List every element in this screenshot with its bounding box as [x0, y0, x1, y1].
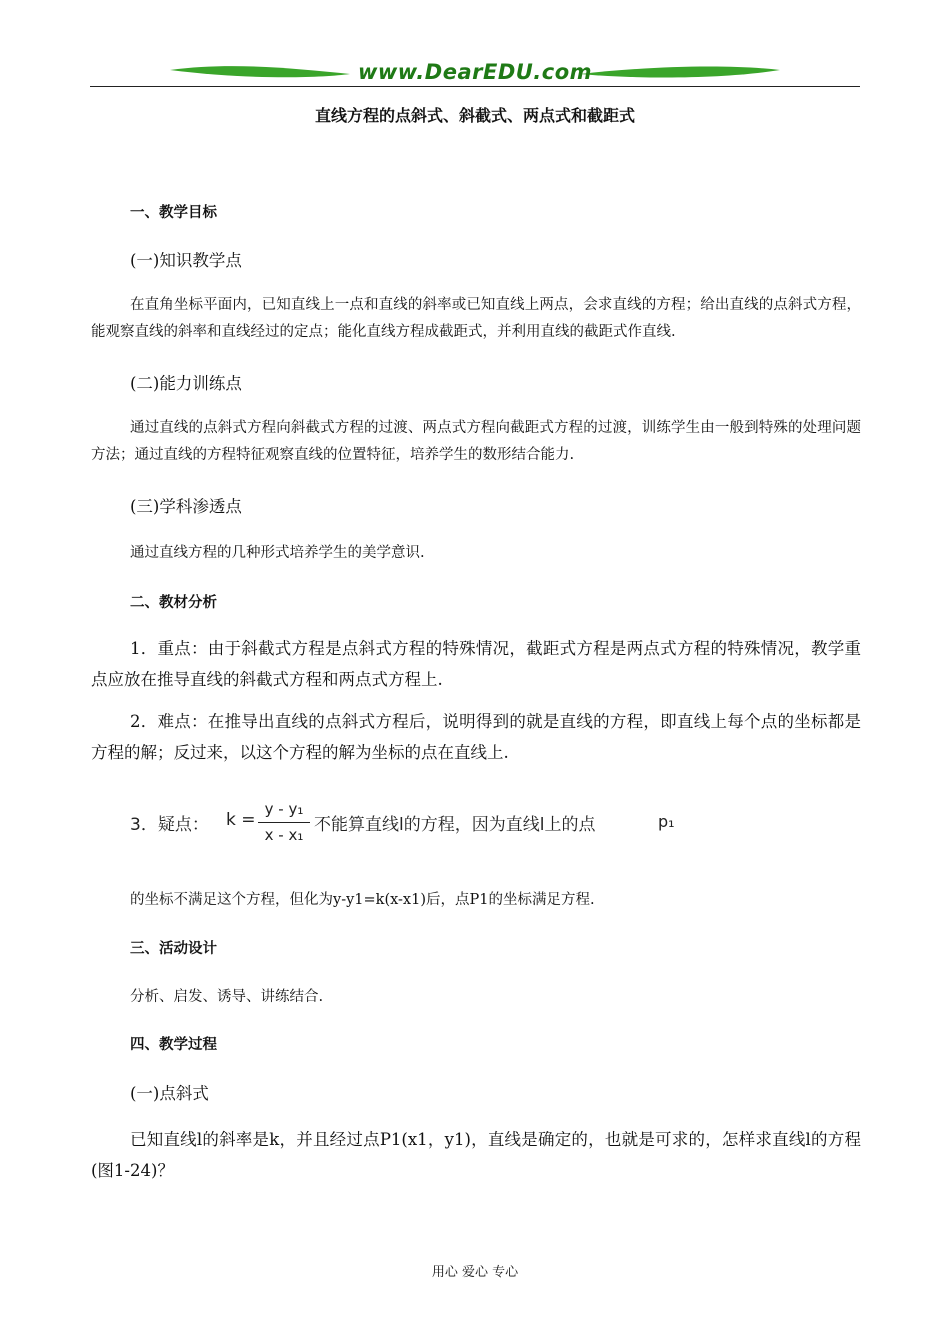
- subheading-penetration: (三)学科渗透点: [130, 497, 242, 516]
- paragraph-activity: 分析、启发、诱导、讲练结合.: [130, 989, 324, 1005]
- document-title: 直线方程的点斜式、斜截式、两点式和截距式: [314, 106, 635, 125]
- subheading-knowledge: (一)知识教学点: [130, 251, 242, 270]
- section-heading-activity: 三、活动设计: [130, 941, 217, 957]
- subheading-point-slope: (一)点斜式: [130, 1084, 209, 1103]
- formula-lead: 3．疑点：: [130, 815, 209, 835]
- header-rule: [90, 86, 860, 87]
- subheading-ability: (二)能力训练点: [130, 374, 242, 393]
- section-heading-objectives: 一、教学目标: [130, 205, 217, 221]
- section-heading-process: 四、教学过程: [130, 1037, 217, 1053]
- paragraph-difficulty: 2．难点：在推导出直线的点斜式方程后，说明得到的就是直线的方程，即直线上每个点的坐标都是方程的解；反过来，以这个方程的解为坐标的点在直线上.: [91, 712, 861, 762]
- fraction-numerator: y - y₁: [264, 800, 304, 818]
- page-footer: 用心 爱心 专心: [431, 1265, 519, 1280]
- paragraph-ability: 通过直线的点斜式方程向斜截式方程的过渡、两点式方程向截距式方程的过渡，训练学生由一般到特殊的处理问题方法；通过直线的方程特征观察直线的位置特征，培养学生的数形结合能力.: [91, 420, 861, 463]
- paragraph-knowledge: 在直角坐标平面内，已知直线上一点和直线的斜率或已知直线上两点，会求直线的方程；给出直线的点斜式方程，能观察直线的斜率和直线经过的定点；能化直线方程成截距式，并利用直线的截距式作直线.: [91, 297, 861, 340]
- paragraph-penetration: 通过直线方程的几种形式培养学生的美学意识.: [130, 545, 425, 561]
- formula-point: p₁: [658, 812, 675, 831]
- slope-fraction: [258, 800, 310, 848]
- section-heading-analysis: 二、教材分析: [130, 595, 217, 611]
- paragraph-key-point: 1．重点：由于斜截式方程是点斜式方程的特殊情况，截距式方程是两点式方程的特殊情况，教学重点应放在推导直线的斜截式方程和两点式方程上.: [91, 639, 861, 689]
- banner-logo-text: www.DearEDU.com: [357, 60, 593, 84]
- paragraph-doubt-continued: 的坐标不满足这个方程，但化为y-y1=k(x-x1)后，点P1的坐标满足方程.: [130, 892, 595, 908]
- formula-k: k =: [226, 810, 256, 830]
- formula-tail: 不能算直线l的方程，因为直线l上的点: [314, 815, 596, 835]
- fraction-denominator: x - x₁: [264, 826, 304, 844]
- paragraph-point-slope: 已知直线l的斜率是k，并且经过点P1(x1，y1)，直线是确定的，也就是可求的，怎样求直线l的方程(图1-24)？: [91, 1130, 861, 1180]
- fraction-bar: [258, 822, 310, 823]
